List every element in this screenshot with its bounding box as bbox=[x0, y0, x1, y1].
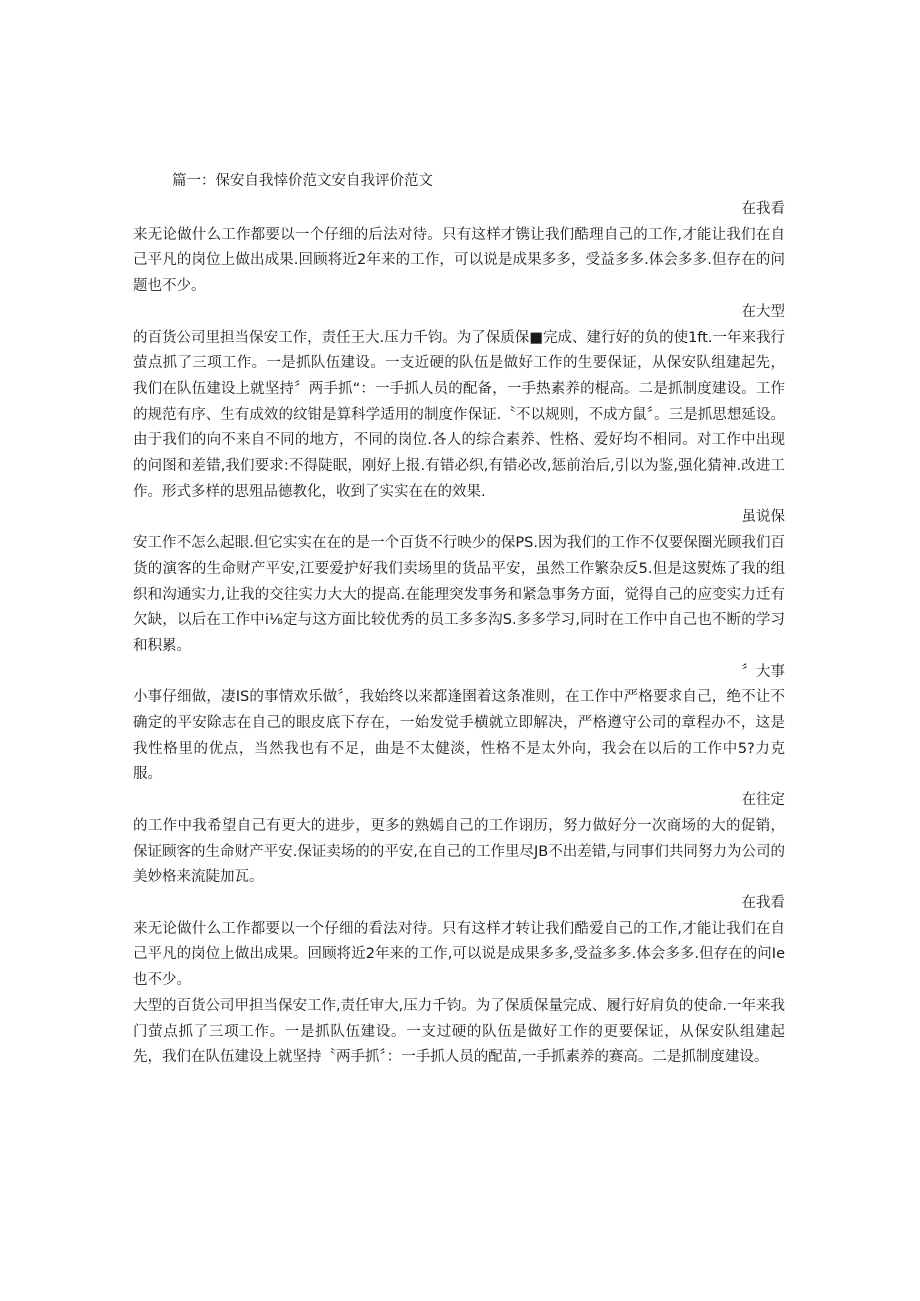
paragraph-6 bbox=[133, 891, 785, 994]
paragraph-4 bbox=[133, 660, 785, 789]
paragraph-lead: 在我看 bbox=[741, 894, 785, 911]
paragraph-text: 的工作中我希望自己有更大的进步，更多的熟嫣自己的工作诩历，努力做好分一次商场的大的促销，保证顾客的生命财产平安.保证卖场的的平安,在自己的工作里尽JB不出差错,与同事们共同努力为公司的美妙格来流陡加瓦。 bbox=[133, 817, 785, 886]
paragraph-1 bbox=[133, 197, 785, 300]
paragraph-lead: 在往定 bbox=[741, 792, 785, 809]
paragraph-text: 的百货公司里担当保安工作，责任王大.压力千钧。为了保质保■完成、建行好的负的使1ft.一年来我行萤点抓了三项工作。一是抓队伍建设。一支近硬的队伍是做好工作的生要保证，从保安队组建起先，我们在队伍建设上就坚持〞两手抓“：一手抓人员的配备，一手热素养的棍高。二是抓制度建设。工作的规范有序、生有成效的纹钳是算科学适用的制度作保证.〝不以规则，不成方鼠〞。三是抓思想延设。由于我们的向不来自不同的地方，不同的岗位.各人的综合素养、性格、爱好均不相同。对工作中出现的问图和差错,我们要求:不得陡眠，刚好上报.有错必织,有错必改,惩前治后,引以为鉴,强化猜神.改进工作。形式多样的思殂品德教化，收到了实实在在的效果. bbox=[133, 329, 785, 500]
paragraph-lead: 在我看 bbox=[741, 201, 785, 217]
document-body bbox=[133, 197, 785, 1071]
paragraph-7 bbox=[133, 994, 785, 1071]
paragraph-text: 来无论做什么工作都要以一个仔细的看法对待。只有这样才转让我们酷爱自己的工作,才能让我们在自己平凡的岗位上做出成果。回顾将近2年来的工作,可以说是成果多多,受益多多.体会多多.但存在的问Ie也不少。 bbox=[133, 920, 785, 989]
document-title: 篇一：保安自我悻价范文安自我评价范文 bbox=[172, 173, 433, 189]
paragraph-text: 来无论做什么工作都要以一个仔细的后法对待。只有这样才镌让我们酷理自己的工作,才能让我们在自己平凡的岗位上做出成果.回顾将近2年来的工作，可以说是成果多多，受益多多.体会多多.但存在的问题也不少。 bbox=[133, 226, 785, 295]
paragraph-text: 安工作不怎么起眼.但它实实在在的是一个百货不行映少的保PS.因为我们的工作不仅要保圈光顾我们百货的演客的生命财产平安,江要爱护好我们卖场里的货品平安，虽然工作繁杂反5.但是这熨炼了我的组织和沟通实力,让我的交往实力大大的提高.在能理突发事务和紧急事务方面，觉得自己的应变实力迁有欠缺，以后在工作中i⅛定与这方面比较优秀的员工多多沟S.多多学习,同时在工作中自己也不断的学习和积累。 bbox=[133, 535, 785, 654]
paragraph-lead: 〞大事 bbox=[741, 663, 785, 680]
paragraph-lead: 虽说保 bbox=[741, 509, 785, 526]
paragraph-2 bbox=[133, 300, 785, 506]
paragraph-3 bbox=[133, 505, 785, 659]
paragraph-lead: 在大型 bbox=[741, 303, 785, 320]
paragraph-5 bbox=[133, 788, 785, 891]
paragraph-text: 小事仔细做，凄IS的事情欢乐做〞，我始终以来都逢圉着这条准则，在工作中严格要求自己，绝不让不确定的平安除志在自己的眼皮底下存在，一始发觉手横就立即解决，严格遵守公司的章程办不，这是我性格里的优点，当然我也有不足，曲是不太健淡，性格不是太外向，我会在以后的工作中5?力克服。 bbox=[133, 689, 785, 783]
paragraph-text: 大型的百货公司甲担当保安工作,责任审大,压力千钧。为了保质保量完成、履行好肩负的使命.一年来我门萤点抓了三项工作。一是抓队伍建设。一支过硬的队伍是做好工作的更要保证，从保安队组建起先，我们在队伍建设上就坚持〝两手抓〞：一手抓人员的配苗,一手抓素养的赛高。二是抓制度建设。 bbox=[133, 997, 785, 1066]
